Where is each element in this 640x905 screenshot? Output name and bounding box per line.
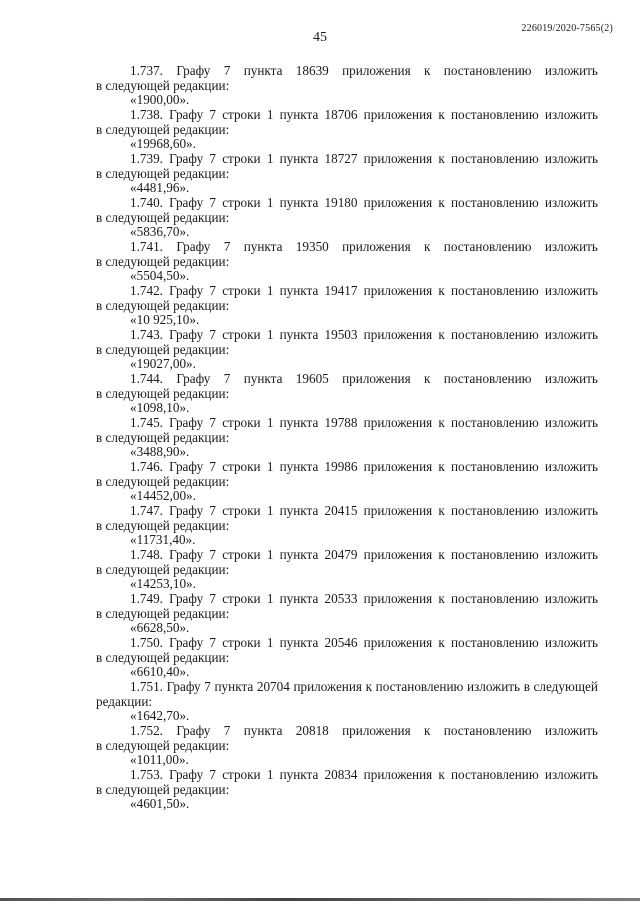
heading-word: Графу [176, 371, 211, 386]
heading-word: пункта [243, 723, 283, 738]
item-number: 1.739. [130, 151, 163, 166]
amendment-value: «6610,40». [130, 664, 190, 680]
heading-word: приложения [363, 107, 433, 122]
heading-word: 1 [266, 151, 274, 166]
heading-word: постановлению [451, 415, 539, 430]
item-number: 1.750. [130, 635, 163, 650]
heading-word: Графу [169, 195, 204, 210]
heading-word: 7 [223, 239, 231, 254]
heading-word: Графу [169, 107, 204, 122]
amendment-heading-line [96, 680, 598, 695]
heading-word: 20533 [324, 591, 358, 606]
amendment-heading-line [96, 768, 598, 783]
amendment-value: «11731,40». [130, 532, 196, 548]
amendment-value: «1642,70». [130, 708, 190, 724]
heading-word: строки [222, 503, 261, 518]
amendment-value: «5836,70». [130, 224, 190, 240]
heading-word: постановлению [451, 195, 539, 210]
amendment-continuation-line: в следующей редакции: [96, 473, 230, 489]
heading-word: изложить [544, 503, 598, 518]
heading-word: строки [222, 151, 261, 166]
heading-word: 20546 [324, 635, 358, 650]
amendment-value: «4601,50». [130, 796, 190, 812]
heading-word: 7 [209, 415, 216, 430]
heading-word: 7 [209, 151, 216, 166]
heading-word: Графу [169, 459, 204, 474]
amendment-continuation-line: редакции: [96, 693, 153, 709]
amendment-continuation-line: в следующей редакции: [96, 253, 230, 269]
item-number: 1.747. [130, 503, 163, 518]
heading-word: приложения [363, 767, 433, 782]
heading-word: к [438, 415, 445, 430]
item-number: 1.753. [130, 767, 163, 782]
amendment-heading-line [96, 548, 598, 563]
heading-word: 20834 [324, 767, 358, 782]
heading-word: Графу [169, 327, 204, 342]
heading-word: постановлению [451, 767, 539, 782]
heading-word: приложения [363, 195, 433, 210]
heading-word: 19788 [324, 415, 358, 430]
heading-word: 20479 [324, 547, 358, 562]
heading-word: приложения [342, 723, 411, 738]
amendment-continuation-line: в следующей редакции: [96, 297, 230, 313]
heading-word: Графу [169, 591, 204, 606]
amendment-heading-line [96, 416, 598, 431]
amendment-heading-line [96, 152, 598, 167]
heading-word: к [438, 107, 445, 122]
heading-word: 7 [223, 723, 231, 738]
heading-word: 7 [209, 283, 216, 298]
amendment-value: «14253,10». [130, 576, 196, 592]
heading-word: строки [222, 547, 261, 562]
heading-word: приложения [342, 371, 411, 386]
heading-word: 18706 [324, 107, 358, 122]
heading-word: строки [222, 327, 261, 342]
amendment-value: «19027,00». [130, 356, 196, 372]
heading-word: 1 [266, 547, 274, 562]
amendment-heading-line [96, 284, 598, 299]
amendment-continuation-line: в следующей редакции: [96, 781, 230, 797]
heading-word: 19605 [295, 371, 329, 386]
heading-word: приложения [342, 239, 411, 254]
heading-word: к [438, 547, 445, 562]
amendment-item [96, 636, 598, 680]
heading-word: к [438, 327, 445, 342]
heading-word: 20704 [256, 679, 290, 694]
amendment-continuation-line: в следующей редакции: [96, 209, 230, 225]
amendment-continuation-line: в следующей редакции: [96, 737, 230, 753]
amendment-continuation-line: в следующей редакции: [96, 77, 230, 93]
heading-word: приложения [363, 591, 433, 606]
amendment-value: «14452,00». [130, 488, 196, 504]
heading-word: изложить [544, 195, 598, 210]
heading-word: пункта [214, 679, 254, 694]
heading-word: 19417 [324, 283, 358, 298]
item-number: 1.740. [130, 195, 163, 210]
item-number: 1.737. [130, 63, 163, 78]
item-number: 1.742. [130, 283, 163, 298]
heading-word: строки [222, 591, 261, 606]
amendment-item [96, 108, 598, 152]
heading-word: 7 [223, 371, 231, 386]
amendment-continuation-line: в следующей редакции: [96, 517, 230, 533]
heading-word: Графу [169, 415, 204, 430]
heading-word: изложить [544, 107, 598, 122]
heading-word: 7 [209, 327, 216, 342]
heading-word: постановлению [451, 151, 539, 166]
amendment-continuation-line: в следующей редакции: [96, 341, 230, 357]
heading-word: изложить [544, 239, 598, 254]
amendment-item [96, 328, 598, 372]
heading-word: Графу [176, 239, 211, 254]
amendment-heading-line [96, 636, 598, 651]
amendment-value: «3488,90». [130, 444, 190, 460]
heading-word: постановлению [451, 503, 539, 518]
heading-word: 1 [266, 195, 274, 210]
item-number: 1.744. [130, 371, 163, 386]
heading-word: приложения [363, 503, 433, 518]
item-number: 1.748. [130, 547, 163, 562]
amendment-item [96, 548, 598, 592]
heading-word: 7 [209, 503, 216, 518]
heading-word: 1 [266, 635, 274, 650]
amendment-value: «1011,00». [130, 752, 189, 768]
heading-word: пункта [243, 371, 283, 386]
heading-word: 1 [266, 327, 274, 342]
heading-word: пункта [279, 327, 319, 342]
heading-word: строки [222, 459, 261, 474]
bottom-scan-rule [0, 898, 640, 901]
heading-word: приложения [342, 63, 411, 78]
amendment-heading-line [96, 372, 598, 387]
heading-word: постановлению [451, 547, 539, 562]
amendment-value: «6628,50». [130, 620, 190, 636]
heading-word: изложить [544, 371, 598, 386]
heading-word: постановлению [443, 371, 532, 386]
heading-word: постановлению [451, 635, 539, 650]
heading-word: строки [222, 767, 261, 782]
heading-word: 18727 [324, 151, 358, 166]
heading-word: пункта [279, 195, 319, 210]
amendment-value: «1900,00». [130, 92, 190, 108]
amendment-heading-line [96, 64, 598, 79]
heading-word: приложения [293, 679, 362, 694]
heading-word: Графу [176, 723, 211, 738]
item-number: 1.745. [130, 415, 163, 430]
amendment-item [96, 152, 598, 196]
amendment-heading-line [96, 108, 598, 123]
heading-word: изложить [544, 591, 598, 606]
amendment-heading-line [96, 460, 598, 475]
amendment-item [96, 724, 598, 768]
amendment-heading-line [96, 724, 598, 739]
heading-word: 19180 [324, 195, 358, 210]
heading-word: изложить [544, 63, 598, 78]
heading-word: 7 [209, 767, 216, 782]
heading-word: Графу [169, 283, 204, 298]
heading-word: к [438, 591, 445, 606]
amendment-value: «5504,50». [130, 268, 190, 284]
heading-word: приложения [363, 151, 433, 166]
amendment-continuation-line: в следующей редакции: [96, 605, 230, 621]
heading-word: постановлению [451, 327, 539, 342]
heading-word: постановлению [451, 107, 539, 122]
heading-word: к [424, 239, 431, 254]
heading-word: к [424, 723, 431, 738]
heading-word: приложения [363, 547, 433, 562]
heading-word: изложить [544, 547, 598, 562]
heading-word: приложения [363, 459, 433, 474]
heading-word: 1 [266, 503, 274, 518]
item-number: 1.741. [130, 239, 163, 254]
heading-word: 7 [209, 547, 216, 562]
heading-word: изложить [467, 679, 521, 694]
heading-word: 7 [209, 459, 216, 474]
heading-word: пункта [279, 635, 319, 650]
amendment-item [96, 592, 598, 636]
item-number: 1.743. [130, 327, 163, 342]
amendment-value: «1098,10». [130, 400, 190, 416]
heading-word: Графу [176, 63, 211, 78]
heading-word: постановлению [451, 591, 539, 606]
heading-word: 7 [223, 63, 231, 78]
heading-word: строки [222, 195, 261, 210]
page-number: 45 [313, 30, 327, 45]
heading-word: пункта [279, 767, 319, 782]
heading-word: 19350 [295, 239, 329, 254]
heading-word: изложить [544, 459, 598, 474]
heading-word: приложения [363, 283, 433, 298]
heading-word: изложить [544, 723, 598, 738]
heading-word: постановлению [443, 63, 532, 78]
amendment-heading-line [96, 592, 598, 607]
document-id: 226019/2020-7565(2) [521, 23, 613, 34]
heading-word: 19503 [324, 327, 358, 342]
heading-word: Графу [169, 767, 204, 782]
heading-word: 1 [266, 283, 274, 298]
heading-word: 7 [209, 107, 216, 122]
heading-word: постановлению [443, 239, 532, 254]
heading-word: 1 [266, 591, 274, 606]
item-number: 1.751. [130, 679, 163, 694]
amendment-value: «19968,60». [130, 136, 196, 152]
heading-word: к [438, 151, 445, 166]
amendment-continuation-line: в следующей редакции: [96, 649, 230, 665]
heading-word: 1 [266, 459, 274, 474]
amendment-item [96, 680, 598, 724]
heading-word: пункта [279, 107, 319, 122]
heading-word: 1 [266, 767, 274, 782]
heading-word: пункта [243, 63, 283, 78]
heading-word: в [523, 679, 530, 694]
heading-word: изложить [544, 327, 598, 342]
item-number: 1.752. [130, 723, 163, 738]
amendment-item [96, 196, 598, 240]
heading-word: постановлению [443, 723, 532, 738]
heading-word: изложить [544, 635, 598, 650]
heading-word: 18639 [295, 63, 329, 78]
heading-word: постановлению [451, 459, 539, 474]
heading-word: пункта [243, 239, 283, 254]
amendment-continuation-line: в следующей редакции: [96, 165, 230, 181]
heading-word: к [438, 459, 445, 474]
heading-word: Графу [169, 635, 204, 650]
heading-word: строки [222, 107, 261, 122]
heading-word: пункта [279, 415, 319, 430]
heading-word: приложения [363, 327, 433, 342]
amendment-item [96, 460, 598, 504]
amendment-item [96, 64, 598, 108]
heading-word: к [424, 63, 431, 78]
heading-word: приложения [363, 635, 433, 650]
heading-word: строки [222, 283, 261, 298]
amendment-heading-line [96, 328, 598, 343]
heading-word: 7 [204, 679, 211, 694]
heading-word: пункта [279, 151, 319, 166]
amendment-heading-line [96, 504, 598, 519]
heading-word: 19986 [324, 459, 358, 474]
heading-word: пункта [279, 591, 319, 606]
amendment-value: «10 925,10». [130, 312, 200, 328]
heading-word: пункта [279, 547, 319, 562]
amendment-continuation-line: в следующей редакции: [96, 561, 230, 577]
heading-word: 7 [209, 195, 216, 210]
amendment-item [96, 768, 598, 812]
heading-word: 20818 [295, 723, 329, 738]
heading-word: Графу [169, 547, 204, 562]
heading-word: Графу [169, 503, 204, 518]
heading-word: изложить [544, 283, 598, 298]
amendment-item [96, 372, 598, 416]
heading-word: Графу [166, 679, 201, 694]
heading-word: к [424, 371, 431, 386]
heading-word: 20415 [324, 503, 358, 518]
heading-word: пункта [279, 503, 319, 518]
amendment-continuation-line: в следующей редакции: [96, 385, 230, 401]
heading-word: Графу [169, 151, 204, 166]
amendment-item [96, 284, 598, 328]
amendment-continuation-line: в следующей редакции: [96, 121, 230, 137]
heading-word: пункта [279, 283, 319, 298]
item-number: 1.738. [130, 107, 163, 122]
amendment-continuation-line: в следующей редакции: [96, 429, 230, 445]
heading-word: к [438, 503, 445, 518]
heading-word: 7 [209, 591, 216, 606]
heading-word: к [365, 679, 373, 694]
amendment-item [96, 416, 598, 460]
heading-word: постановлению [375, 679, 464, 694]
heading-word: изложить [544, 151, 598, 166]
heading-word: изложить [544, 767, 598, 782]
heading-word: пункта [279, 459, 319, 474]
heading-word: 1 [266, 415, 274, 430]
amendment-item [96, 240, 598, 284]
heading-word: строки [222, 415, 261, 430]
heading-word: постановлению [451, 283, 539, 298]
amendment-heading-line [96, 240, 598, 255]
heading-word: строки [222, 635, 261, 650]
heading-word: к [438, 767, 445, 782]
heading-word: изложить [544, 415, 598, 430]
heading-word: 1 [266, 107, 274, 122]
amendment-value: «4481,96». [130, 180, 190, 196]
amendment-list [96, 64, 598, 812]
amendment-item [96, 504, 598, 548]
heading-word: к [438, 195, 445, 210]
heading-word: к [438, 635, 445, 650]
amendment-heading-line [96, 196, 598, 211]
item-number: 1.749. [130, 591, 163, 606]
heading-word: 7 [209, 635, 216, 650]
heading-word: приложения [363, 415, 433, 430]
item-number: 1.746. [130, 459, 163, 474]
heading-word: к [438, 283, 445, 298]
heading-word: следующей [533, 679, 598, 694]
